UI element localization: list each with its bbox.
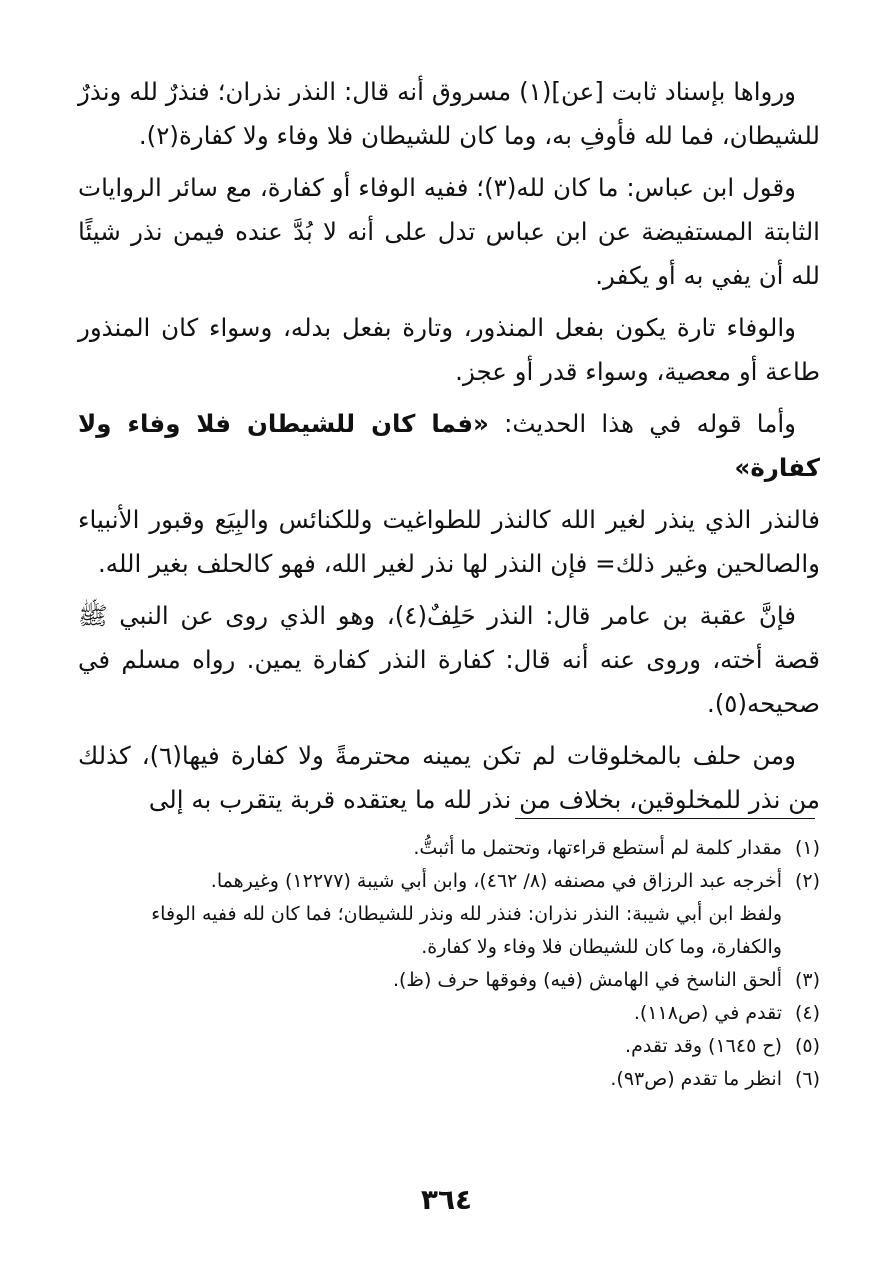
footnote-4 — [80, 997, 820, 1030]
paragraph-1: ورواها بإسناد ثابت [عن](١) مسروق أنه قال: النذر نذران؛ فنذرٌ لله ونذرٌ للشيطان، فما لله فأوفِ به، وما كان للشيطان فلا وفاء ولا كفارة(٢). — [78, 77, 820, 150]
paragraph-4-lead: وأما قوله في هذا الحديث: — [488, 409, 796, 438]
footnote-number: (٣) — [794, 969, 820, 991]
footnote-number: (٢) — [794, 870, 820, 892]
hadith-quote: «فما كان للشيطان فلا وفاء ولا كفارة» — [78, 409, 820, 482]
footnote-3 — [80, 964, 820, 997]
footnote-text: مقدار كلمة لم أستطع قراءتها، وتحتمل ما أثبتُّ. — [413, 837, 782, 859]
footnote-text: (ح ١٦٤٥) وقد تقدم. — [625, 1035, 782, 1057]
footnote-6 — [80, 1063, 820, 1096]
paragraph-3: والوفاء تارة يكون بفعل المنذور، وتارة بفعل بدله، وسواء كان المنذور طاعة أو معصية، وسواء قدر أو عجز. — [78, 313, 820, 386]
footnote-text: انظر ما تقدم (ص٩٣). — [610, 1068, 782, 1090]
footnote-text: ألحق الناسخ في الهامش (فيه) وفوقها حرف (ظ). — [392, 969, 782, 991]
footnote-number: (٦) — [794, 1068, 820, 1090]
paragraph-4 — [78, 402, 820, 490]
footnote-number: (٥) — [794, 1035, 820, 1057]
footnote-text: أخرجه عبد الرزاق في مصنفه (٨/ ٤٦٢)، وابن أبي شيبة (١٢٢٧٧) وغيرهما. — [210, 870, 782, 892]
footnote-2-continuation: ولفظ ابن أبي شيبة: النذر نذران: فنذر لله ونذر للشيطان؛ فما كان لله ففيه الوفاء والكفارة، وما كان للشيطان فلا وفاء ولا كفارة. — [151, 903, 782, 958]
footnote-5 — [80, 1030, 820, 1063]
footnote-2 — [80, 865, 820, 898]
paragraph-7: ومن حلف بالمخلوقات لم تكن يمينه محترمةً ولا كفارة فيها(٦)، كذلك من نذر للمخلوقين، بخلاف من نذر لله ما يعتقده قربة يتقرب به إلى — [78, 741, 820, 814]
page-number: ٣٦٤ — [420, 1183, 473, 1216]
footnote-number: (٤) — [794, 1002, 820, 1024]
paragraph-2: وقول ابن عباس: ما كان لله(٣)؛ ففيه الوفاء أو كفارة، مع سائر الروايات الثابتة المستفيضة عن ابن عباس تدل على أنه لا بُدَّ عنده فيمن نذر شيئًا لله أن يفي به أو يكفر. — [78, 173, 820, 290]
footnote-1 — [80, 832, 820, 865]
paragraph-5: فالنذر الذي ينذر لغير الله كالنذر للطواغيت وللكنائس والبِيَع وقبور الأنبياء والصالحين وغير ذلك= فإن النذر لها نذر لغير الله، فهو كالحلف بغير الله. — [78, 505, 820, 578]
paragraph-6: فإنَّ عقبة بن عامر قال: النذر حَلِفٌ(٤)، وهو الذي روى عن النبي ﷺ قصة أخته، وروى عنه أنه قال: كفارة النذر كفارة يمين. رواه مسلم في صحيحه(٥). — [78, 601, 820, 718]
footnote-number: (١) — [794, 837, 820, 859]
main-text — [78, 70, 820, 830]
footnotes — [80, 832, 820, 1096]
footnote-separator — [515, 818, 815, 819]
footnote-text: تقدم في (ص١١٨). — [633, 1002, 782, 1024]
